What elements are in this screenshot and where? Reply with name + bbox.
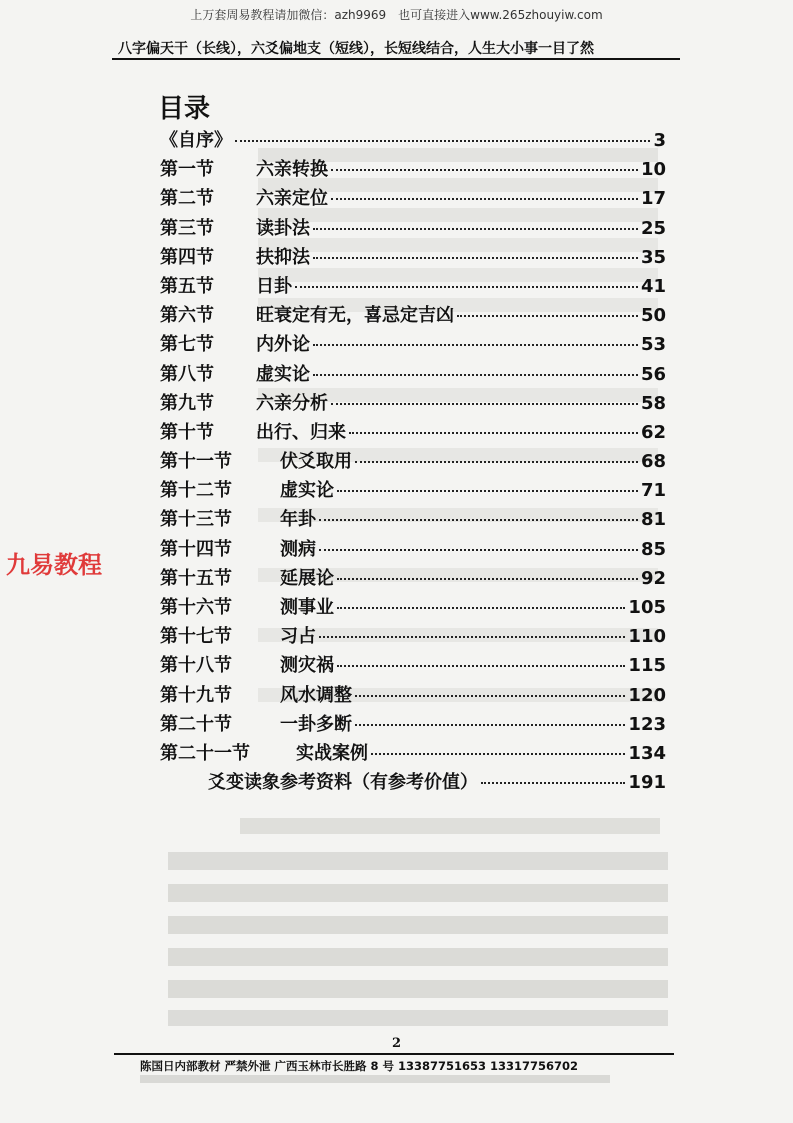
toc-entry-page: 53	[640, 334, 666, 356]
dot-leader	[331, 198, 638, 200]
toc-entry-page: 41	[640, 275, 666, 297]
toc-entry-title: 六亲分析	[256, 392, 328, 414]
toc-entry[interactable]	[160, 272, 666, 301]
toc-entry-section: 第九节	[160, 392, 214, 414]
dot-leader	[337, 578, 638, 580]
dot-leader	[337, 665, 625, 667]
toc-entry[interactable]	[160, 593, 666, 622]
toc-entry-title: 延展论	[280, 567, 334, 589]
toc-entry-section: 第十八节	[160, 655, 232, 677]
dot-leader	[313, 228, 638, 230]
toc-entry-title: 内外论	[256, 334, 310, 356]
dot-leader	[331, 403, 638, 405]
toc-entry-page: 92	[640, 567, 666, 589]
toc-entry-section: 第二节	[160, 188, 214, 210]
toc-entry-title: 旺衰定有无，喜忌定吉凶	[256, 305, 454, 327]
toc-entry[interactable]	[160, 155, 666, 184]
toc-entry-page: 123	[628, 713, 666, 735]
toc-entry-title: 习占	[280, 626, 316, 648]
toc-entry[interactable]	[160, 214, 666, 243]
toc-entry-title: 《自序》	[160, 130, 232, 151]
toc-entry-page: 134	[628, 742, 666, 764]
dot-leader	[337, 490, 638, 492]
toc-entry-page: 105	[628, 597, 666, 618]
toc-entry-page: 56	[640, 363, 666, 385]
toc-entry-section: 第五节	[160, 275, 214, 297]
dot-leader	[355, 724, 625, 726]
toc-entry[interactable]	[160, 505, 666, 534]
dot-leader	[349, 432, 638, 434]
toc-entry-title: 测灾祸	[280, 655, 334, 677]
toc-entry[interactable]	[160, 447, 666, 476]
toc-entry-section: 第三节	[160, 217, 214, 239]
toc-entry-section: 第十二节	[160, 480, 232, 502]
toc-entry-title: 伏爻取用	[280, 451, 352, 473]
toc-entry-page: 85	[640, 538, 666, 560]
toc-entry-section: 第十九节	[160, 684, 232, 706]
toc-entry-section: 第十三节	[160, 509, 232, 531]
toc-entry-section: 第八节	[160, 363, 214, 385]
toc-entry-page: 68	[640, 451, 666, 473]
toc-entry-section: 第一节	[160, 159, 214, 181]
dot-leader	[313, 374, 638, 376]
dot-leader	[319, 519, 638, 521]
toc-title: 目录	[158, 94, 211, 124]
toc-entry-section: 第二十节	[160, 713, 232, 735]
toc-entry[interactable]	[160, 243, 666, 272]
toc-entry-page: 35	[640, 246, 666, 268]
toc-entry-section: 第六节	[160, 305, 214, 327]
dot-leader	[331, 169, 638, 171]
dot-leader	[295, 286, 638, 288]
toc-entry-title: 六亲转换	[256, 159, 328, 181]
toc-entry[interactable]	[160, 184, 666, 213]
toc-entry-title: 测病	[280, 538, 316, 560]
toc-entry-title: 爻变读象参考资料（有参考价值）	[208, 772, 478, 794]
toc-entry[interactable]	[160, 126, 666, 155]
toc-entry[interactable]	[160, 476, 666, 505]
running-head: 八字偏天干（长线），六爻偏地支（短线），长短线结合，人生大小事一目了然	[118, 41, 594, 57]
watermark: 九易教程	[6, 551, 102, 579]
toc-entry-title: 虚实论	[256, 363, 310, 385]
toc-entry-page: 81	[640, 509, 666, 531]
toc-entry[interactable]	[160, 564, 666, 593]
toc-entry-section: 第十五节	[160, 567, 232, 589]
toc-entry-title: 六亲定位	[256, 188, 328, 210]
page-number: 2	[391, 1036, 402, 1051]
footer-divider	[114, 1053, 674, 1055]
toc-entry[interactable]	[160, 622, 666, 651]
toc-entry-page: 58	[640, 392, 666, 414]
toc-entry-page: 120	[628, 684, 666, 706]
toc-entry-section: 第十四节	[160, 538, 232, 560]
header-divider	[112, 58, 680, 60]
toc-entry-section: 第四节	[160, 246, 214, 268]
dot-leader	[313, 344, 638, 346]
dot-leader	[457, 315, 638, 317]
toc-entry-title: 读卦法	[256, 217, 310, 239]
toc-entry-page: 110	[628, 626, 666, 648]
toc-entry[interactable]	[160, 651, 666, 680]
toc-entry[interactable]	[160, 360, 666, 389]
toc-entry-title: 日卦	[256, 275, 292, 297]
toc-entry-title: 出行、归来	[256, 421, 346, 443]
toc-entry-section: 第十七节	[160, 626, 232, 648]
toc-entry-title: 实战案例	[296, 742, 368, 764]
toc-entry[interactable]	[160, 681, 666, 710]
toc-entry[interactable]	[160, 330, 666, 359]
dot-leader	[319, 549, 638, 551]
toc-entry-page: 62	[640, 421, 666, 443]
toc-entry-page: 191	[628, 772, 666, 794]
toc-entry-page: 50	[640, 305, 666, 327]
toc-entry-section: 第十节	[160, 421, 214, 443]
toc-entry-section: 第十一节	[160, 451, 232, 473]
dot-leader	[313, 257, 638, 259]
toc-entry[interactable]	[160, 301, 666, 330]
dot-leader	[355, 461, 638, 463]
toc-entry-page: 25	[640, 217, 666, 239]
toc-entry-title: 虚实论	[280, 480, 334, 502]
toc-entry-title: 扶抑法	[256, 246, 310, 268]
dot-leader	[481, 782, 625, 784]
toc-entry-title: 年卦	[280, 509, 316, 531]
toc-entry-page: 10	[640, 159, 666, 181]
toc-entry-page: 71	[640, 480, 666, 502]
toc-entry[interactable]	[160, 768, 666, 797]
toc-entry[interactable]	[160, 710, 666, 739]
dot-leader	[319, 636, 625, 638]
dot-leader	[235, 140, 650, 142]
dot-leader	[371, 753, 625, 755]
toc-entry[interactable]	[160, 389, 666, 418]
toc-entry-page: 3	[653, 130, 666, 151]
toc-entry-section: 第七节	[160, 334, 214, 356]
toc-entry-page: 115	[628, 655, 666, 677]
dot-leader	[355, 695, 625, 697]
toc-entry[interactable]	[160, 739, 666, 768]
toc-entry[interactable]	[160, 535, 666, 564]
toc-entry-section: 第十六节	[160, 597, 232, 618]
toc-entry-title: 一卦多断	[280, 713, 352, 735]
dot-leader	[337, 607, 625, 609]
toc-entry-section: 第二十一节	[160, 742, 250, 764]
bleed-through	[140, 1075, 610, 1083]
footer-text: 陈国日内部教材 严禁外泄 广西玉林市长胜路 8 号 13387751653 13317756702	[140, 1059, 579, 1073]
toc-entry-title: 测事业	[280, 597, 334, 618]
top-note: 上万套周易教程请加微信：azh9969 也可直接进入www.265zhouyiw.com	[190, 8, 603, 22]
toc-entry-page: 17	[640, 188, 666, 210]
toc-entry[interactable]	[160, 418, 666, 447]
toc-entry-title: 风水调整	[280, 684, 352, 706]
table-of-contents	[160, 126, 666, 797]
